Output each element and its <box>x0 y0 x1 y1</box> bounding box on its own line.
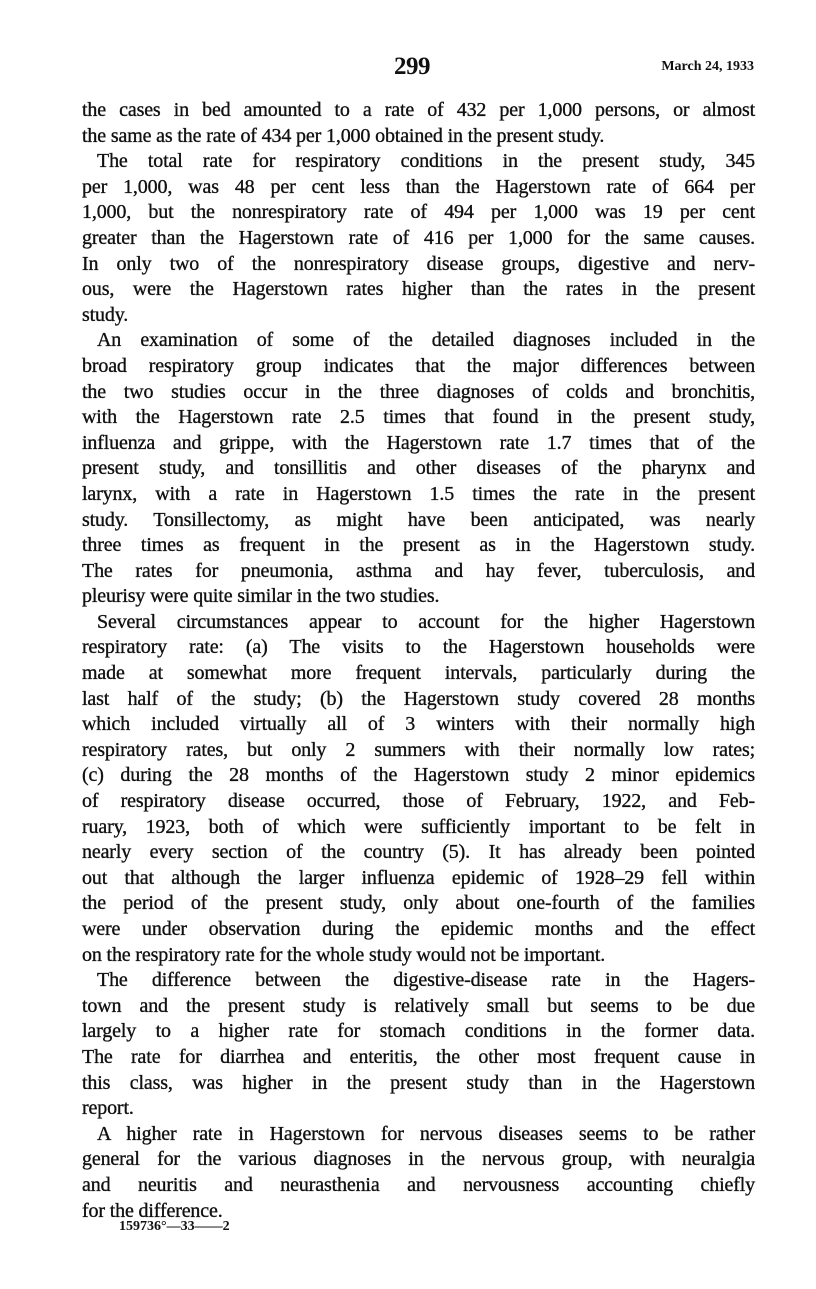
text-line: were under observation during the epidemic months and the effect <box>82 918 755 940</box>
text-line: nearly every section of the country (5). It has already been pointed <box>82 841 755 864</box>
text-line: The difference between the digestive-disease rate in the Hagers- <box>97 969 755 992</box>
text-line: largely to a higher rate for stomach conditions in the former data. <box>82 1020 755 1043</box>
text-line: the same as the rate of 434 per 1,000 obtained in the present study. <box>82 124 605 147</box>
text-line: respiratory rates, but only 2 summers with their normally low rates; <box>82 738 755 761</box>
text-line: pleurisy were quite similar in the two studies. <box>82 585 440 608</box>
text-line: last half of the study; (b) the Hagerstown study covered 28 months <box>82 687 755 710</box>
text-line: which included virtually all of 3 winters with their normally high <box>82 713 755 736</box>
paragraph <box>82 98 755 149</box>
paragraph <box>82 968 755 1122</box>
text-line: respiratory rate: (a) The visits to the Hagerstown households were <box>82 636 755 659</box>
text-line: broad respiratory group indicates that the major differences between <box>82 354 755 377</box>
text-line: the period of the present study, only about one-fourth of the families <box>82 892 755 915</box>
text-line: The rate for diarrhea and enteritis, the other most frequent cause in <box>82 1045 755 1068</box>
text-line: the cases in bed amounted to a rate of 432 per 1,000 persons, or almost <box>82 99 755 121</box>
text-line: on the respiratory rate for the whole study would not be important. <box>82 943 606 966</box>
text-line: per 1,000, was 48 per cent less than the Hagerstown rate of 664 per <box>82 175 755 198</box>
text-line: greater than the Hagerstown rate of 416 per 1,000 for the same causes. <box>82 226 755 249</box>
paragraph <box>82 1122 755 1224</box>
paragraph <box>82 328 755 610</box>
paragraph <box>82 610 755 968</box>
text-line: for the difference. <box>82 1199 223 1222</box>
text-line: three times as frequent in the present as in the Hagerstown study. <box>82 534 755 557</box>
text-line: and neuritis and neurasthenia and nervousness accounting chiefly <box>82 1173 755 1196</box>
issue-date: March 24, 1933 <box>661 59 754 74</box>
print-code: 159736°—33——2 <box>119 1219 230 1234</box>
body-text <box>82 98 755 1224</box>
text-line: Several circumstances appear to account for the higher Hagerstown <box>97 610 755 633</box>
text-line: (c) during the 28 months of the Hagerstown study 2 minor epidemics <box>82 764 755 787</box>
text-line: out that although the larger influenza epidemic of 1928–29 fell within <box>82 866 755 889</box>
text-line: general for the various diagnoses in the nervous group, with neuralgia <box>82 1148 755 1171</box>
text-line: The total rate for respiratory conditions in the present study, 345 <box>97 150 755 173</box>
text-line: A higher rate in Hagerstown for nervous diseases seems to be rather <box>97 1122 755 1145</box>
text-line: larynx, with a rate in Hagerstown 1.5 times the rate in the present <box>82 482 755 505</box>
text-line: ous, were the Hagerstown rates higher than the rates in the present <box>82 278 755 301</box>
text-line: this class, was higher in the present study than in the Hagerstown <box>82 1071 755 1094</box>
text-line: An examination of some of the detailed diagnoses included in the <box>97 329 755 352</box>
text-line: report. <box>82 1097 134 1120</box>
text-line: influenza and grippe, with the Hagerstown rate 1.7 times that of the <box>82 431 755 454</box>
text-line: 1,000, but the nonrespiratory rate of 494 per 1,000 was 19 per cent <box>82 201 755 224</box>
text-line: study. Tonsillectomy, as might have been anticipated, was nearly <box>82 508 755 531</box>
text-line: present study, and tonsillitis and other diseases of the pharynx and <box>82 457 755 480</box>
text-line: ruary, 1923, both of which were sufficiently important to be felt in <box>82 815 755 838</box>
text-line: of respiratory disease occurred, those of February, 1922, and Feb- <box>82 790 755 813</box>
text-line: made at somewhat more frequent intervals, particularly during the <box>82 662 755 685</box>
text-line: The rates for pneumonia, asthma and hay fever, tuberculosis, and <box>82 559 755 582</box>
text-line: the two studies occur in the three diagnoses of colds and bronchitis, <box>82 380 755 403</box>
text-line: In only two of the nonrespiratory disease groups, digestive and nerv- <box>82 252 755 275</box>
page-number: 299 <box>394 53 430 80</box>
page-header <box>0 52 816 86</box>
text-line: with the Hagerstown rate 2.5 times that found in the present study, <box>82 406 755 429</box>
text-line: study. <box>82 303 129 326</box>
paragraph <box>82 149 755 328</box>
text-line: town and the present study is relatively small but seems to be due <box>82 994 755 1017</box>
